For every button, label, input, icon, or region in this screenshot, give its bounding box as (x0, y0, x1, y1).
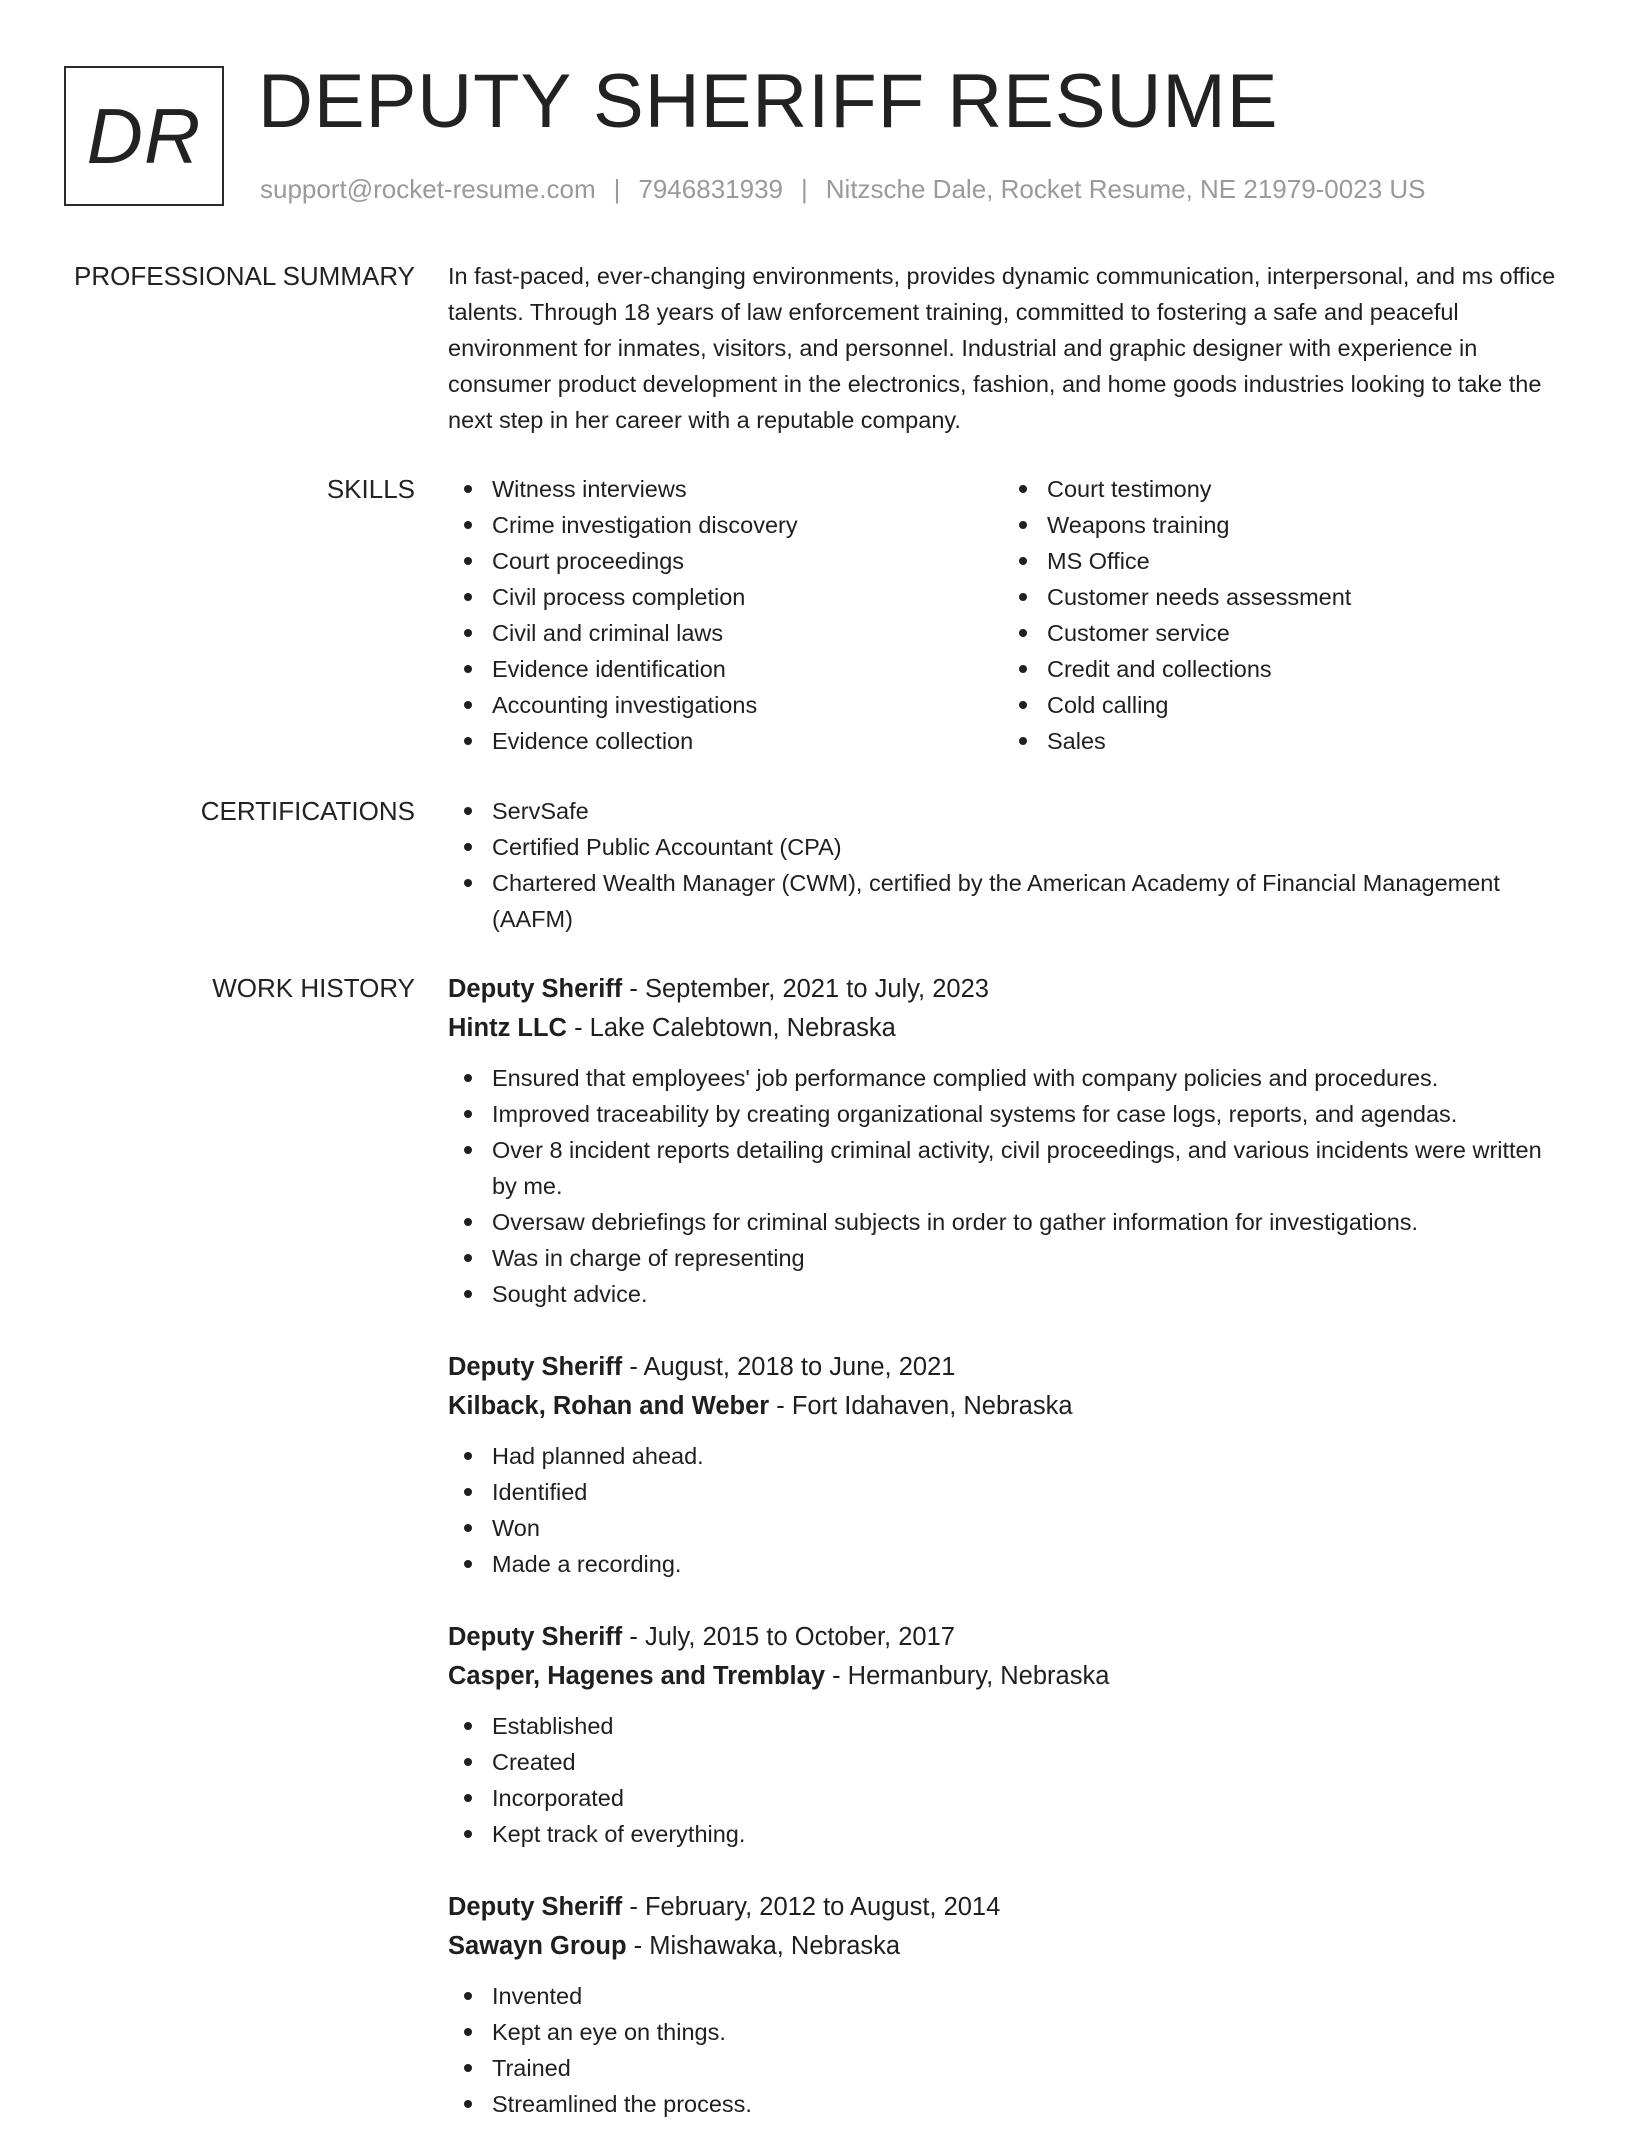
list-item: Incorporated (492, 1780, 1558, 1816)
list-item: MS Office (1047, 543, 1558, 579)
skills-list-left (448, 471, 1003, 759)
work-history-heading: WORK HISTORY (212, 973, 415, 1003)
skills-columns (448, 471, 1558, 759)
job-company: Casper, Hagenes and Tremblay (448, 1662, 825, 1690)
job-bullets (448, 1708, 1558, 1852)
job-dates: - July, 2015 to October, 2017 (622, 1623, 955, 1651)
list-item: Witness interviews (492, 471, 1003, 507)
list-item: Created (492, 1744, 1558, 1780)
job-location: - Fort Idahaven, Nebraska (769, 1392, 1073, 1420)
job-company-line (448, 1387, 1558, 1426)
job-bullets (448, 1978, 1558, 2122)
job-dates: - September, 2021 to July, 2023 (622, 975, 989, 1003)
certifications-list (448, 793, 1558, 937)
list-item: Sales (1047, 723, 1558, 759)
job-location: - Hermanbury, Nebraska (825, 1662, 1110, 1690)
summary-text: In fast-paced, ever-changing environments, provides dynamic communication, interpersonal, and ms office talents. Through 18 years of law enforcement training, committed to fostering a safe and peaceful environment for inmates, visitors, and personnel. Industrial and graphic designer with experience in consumer product development in the electronics, fashion, and home goods industries looking to take the next step in her career with a reputable company. (448, 263, 1556, 433)
job-title: Deputy Sheriff (448, 1353, 623, 1381)
list-item: Crime investigation discovery (492, 507, 1003, 543)
list-item: Evidence collection (492, 723, 1003, 759)
job-location: - Lake Calebtown, Nebraska (566, 1014, 896, 1042)
list-item: Court testimony (1047, 471, 1558, 507)
certifications-body (448, 793, 1558, 937)
job-company: Sawayn Group (448, 1932, 627, 1960)
list-item: Had planned ahead. (492, 1438, 1558, 1474)
job-title-line (448, 1888, 1558, 1927)
contact-line (260, 174, 1426, 205)
list-item: Cold calling (1047, 687, 1558, 723)
job-title: Deputy Sheriff (448, 1623, 623, 1651)
skills-body (448, 471, 1558, 759)
job-company-line (448, 1927, 1558, 1966)
job-company-line (448, 1009, 1558, 1048)
contact-separator: | (613, 174, 621, 204)
job-title-line (448, 970, 1558, 1009)
list-item: Customer service (1047, 615, 1558, 651)
job-entry (448, 1348, 1558, 1582)
contact-email[interactable]: support@rocket-resume.com (260, 174, 596, 204)
contact-address: Nitzsche Dale, Rocket Resume, NE 21979-0023 US (825, 174, 1426, 204)
job-company-line (448, 1657, 1558, 1696)
list-item: ServSafe (492, 793, 1558, 829)
job-bullets (448, 1060, 1558, 1312)
list-item: Made a recording. (492, 1546, 1558, 1582)
job-title: Deputy Sheriff (448, 1893, 623, 1921)
list-item: Civil and criminal laws (492, 615, 1003, 651)
job-title-line (448, 1618, 1558, 1657)
summary-heading: PROFESSIONAL SUMMARY (74, 261, 415, 291)
job-bullets (448, 1438, 1558, 1582)
monogram-initials: DR (86, 91, 202, 180)
list-item: Kept an eye on things. (492, 2014, 1558, 2050)
job-entry (448, 970, 1558, 1312)
list-item: Ensured that employees' job performance complied with company policies and procedures. (492, 1060, 1558, 1096)
list-item: Identified (492, 1474, 1558, 1510)
monogram-box (64, 66, 224, 206)
job-dates: - August, 2018 to June, 2021 (622, 1353, 956, 1381)
list-item: Sought advice. (492, 1276, 1558, 1312)
list-item: Streamlined the process. (492, 2086, 1558, 2122)
list-item: Was in charge of representing (492, 1240, 1558, 1276)
page-title: DEPUTY SHERIFF RESUME (258, 59, 1279, 144)
list-item: Court proceedings (492, 543, 1003, 579)
list-item: Certified Public Accountant (CPA) (492, 829, 1558, 865)
list-item: Trained (492, 2050, 1558, 2086)
list-item: Evidence identification (492, 651, 1003, 687)
skills-heading: SKILLS (326, 474, 415, 504)
list-item: Won (492, 1510, 1558, 1546)
list-item: Kept track of everything. (492, 1816, 1558, 1852)
list-item: Accounting investigations (492, 687, 1003, 723)
list-item: Customer needs assessment (1047, 579, 1558, 615)
work-history-body (448, 970, 1558, 2148)
list-item: Civil process completion (492, 579, 1003, 615)
contact-separator: | (801, 174, 808, 204)
job-title-line (448, 1348, 1558, 1387)
job-company: Hintz LLC (448, 1014, 567, 1042)
list-item: Improved traceability by creating organizational systems for case logs, reports, and agendas. (492, 1096, 1558, 1132)
list-item: Over 8 incident reports detailing criminal activity, civil proceedings, and various incidents were written by me. (492, 1132, 1558, 1204)
list-item: Credit and collections (1047, 651, 1558, 687)
skills-list-right (1003, 471, 1558, 759)
job-title: Deputy Sheriff (448, 975, 623, 1003)
list-item: Oversaw debriefings for criminal subjects in order to gather information for investigations. (492, 1204, 1558, 1240)
list-item: Weapons training (1047, 507, 1558, 543)
contact-phone[interactable]: 7946831939 (638, 174, 783, 204)
list-item: Chartered Wealth Manager (CWM), certified by the American Academy of Financial Management (AAFM) (492, 865, 1558, 937)
job-company: Kilback, Rohan and Weber (448, 1392, 770, 1420)
certifications-heading: CERTIFICATIONS (200, 796, 415, 826)
job-location: - Mishawaka, Nebraska (626, 1932, 901, 1960)
job-entry (448, 1618, 1558, 1852)
job-entry (448, 1888, 1558, 2122)
list-item: Invented (492, 1978, 1558, 2014)
list-item: Established (492, 1708, 1558, 1744)
job-dates: - February, 2012 to August, 2014 (622, 1893, 1001, 1921)
